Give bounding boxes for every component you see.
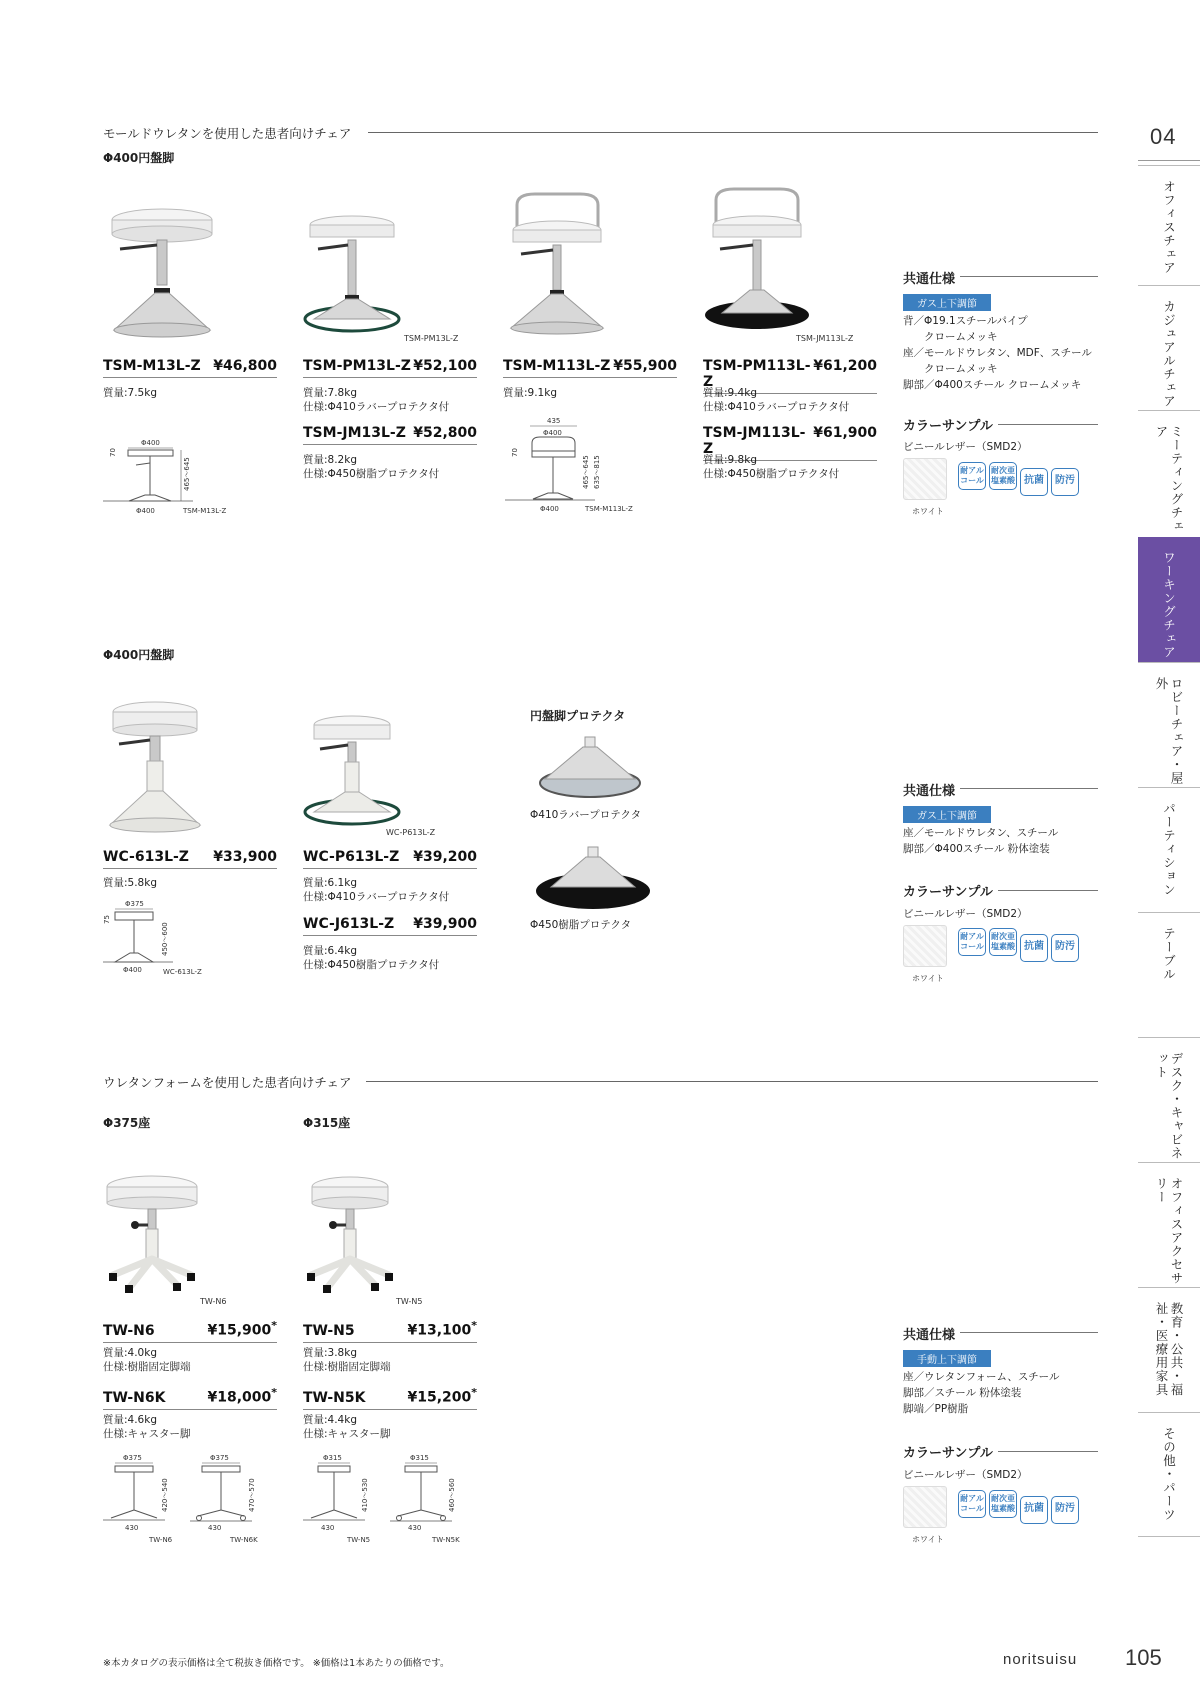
section2-subtitle: Φ400円盤脚 bbox=[103, 648, 175, 662]
brand-logo: noritsuisu bbox=[1003, 1651, 1078, 1668]
dim-base: 430 bbox=[208, 1524, 222, 1532]
model-name: WC-P613L-Z bbox=[303, 849, 400, 865]
common-spec-title: 共通仕様 bbox=[903, 1328, 956, 1343]
tab-table[interactable] bbox=[1138, 912, 1200, 1037]
section3-subtitle-b: Φ315座 bbox=[303, 1116, 351, 1130]
white-swatch bbox=[903, 925, 947, 967]
spec-line: クロームメッキ bbox=[903, 363, 998, 375]
swatch-label: ホワイト bbox=[912, 1535, 944, 1544]
common-spec-title: 共通仕様 bbox=[903, 272, 956, 287]
section1-rule bbox=[368, 132, 1098, 133]
swatch-label: ホワイト bbox=[912, 507, 944, 516]
spec-line: 仕様:Φ410ラバープロテクタ付 bbox=[703, 401, 850, 413]
tab-desk-cabinet[interactable] bbox=[1138, 1037, 1200, 1162]
image-caption: WC-P613L-Z bbox=[386, 828, 436, 837]
dimension-drawing-tw-n5k bbox=[390, 1450, 485, 1550]
dim-width: 435 bbox=[547, 417, 561, 425]
page-number: 105 bbox=[1125, 1645, 1162, 1670]
dimension-drawing-tsm-m13l bbox=[103, 435, 243, 515]
dim-top: Φ315 bbox=[323, 1454, 342, 1462]
image-caption: TW-N5 bbox=[396, 1297, 423, 1306]
white-swatch bbox=[903, 458, 947, 500]
model-name: TSM-JM13L-Z bbox=[303, 425, 406, 441]
chlorine-resistant-icon: 耐次亜塩素酸 bbox=[989, 1490, 1017, 1518]
dimension-drawing-wc-613l bbox=[103, 898, 223, 978]
dim-h2: 450〜600 bbox=[161, 922, 169, 956]
spec-line: 仕様:キャスター脚 bbox=[303, 1428, 391, 1440]
dimension-drawing-tsm-m113l bbox=[505, 415, 650, 515]
adjust-badge: 手動上下調節 bbox=[903, 1350, 991, 1367]
spec-line: 質量:8.2kg bbox=[303, 454, 357, 466]
product-row bbox=[303, 849, 477, 869]
stain-resistant-icon: 防汚 bbox=[1051, 468, 1079, 496]
section3-rule bbox=[366, 1081, 1098, 1082]
model-price: ¥61,900 bbox=[813, 425, 877, 441]
spec-line: 脚部／Φ400スチール クロームメッキ bbox=[903, 379, 1082, 391]
dim-base: 430 bbox=[321, 1524, 335, 1532]
model-name: TSM-PM113L-Z bbox=[703, 358, 811, 390]
antibacterial-icon: 抗菌 bbox=[1020, 934, 1048, 962]
chair-image-wc-613l bbox=[105, 700, 205, 835]
tab-working-chair[interactable] bbox=[1138, 537, 1200, 662]
model-price: ¥61,200 bbox=[813, 358, 877, 374]
model-name: TSM-PM13L-Z bbox=[303, 358, 411, 374]
model-name: TW-N5 bbox=[303, 1322, 355, 1339]
common-rule bbox=[960, 1332, 1098, 1333]
spec-line: 座／モールドウレタン、MDF、スチール bbox=[903, 347, 1092, 359]
common-rule bbox=[998, 1451, 1098, 1452]
dim-h1: 70 bbox=[511, 448, 519, 457]
dim-top: Φ375 bbox=[123, 1454, 142, 1462]
antibacterial-icon: 抗菌 bbox=[1020, 1496, 1048, 1524]
spec-line: 質量:7.5kg bbox=[103, 387, 157, 399]
common-rule bbox=[960, 788, 1098, 789]
model-price-group bbox=[207, 1319, 277, 1339]
common-rule bbox=[960, 276, 1098, 277]
alcohol-resistant-icon: 耐アルコール bbox=[958, 1490, 986, 1518]
material-name: ビニールレザー（SMD2） bbox=[903, 441, 1028, 453]
spec-line: 質量:5.8kg bbox=[103, 877, 157, 889]
model-price-group bbox=[207, 1386, 277, 1406]
tab-lobby-chair[interactable] bbox=[1138, 662, 1200, 787]
price-mark: * bbox=[471, 1386, 477, 1399]
model-name: TW-N5K bbox=[303, 1389, 366, 1406]
product-row bbox=[103, 358, 277, 378]
model-price: ¥15,200 bbox=[407, 1389, 472, 1406]
product-row bbox=[303, 358, 477, 378]
spec-line: クロームメッキ bbox=[903, 331, 998, 343]
spec-line: 質量:6.4kg bbox=[303, 945, 357, 957]
product-row bbox=[303, 916, 477, 936]
dim-base: 430 bbox=[408, 1524, 422, 1532]
spec-line: 仕様:Φ450樹脂プロテクタ付 bbox=[303, 468, 440, 480]
price-footnote: ※本カタログの表示価格は全て税抜き価格です。 ※価格は1本あたりの価格です。 bbox=[103, 1658, 450, 1669]
alcohol-resistant-icon: 耐アルコール bbox=[958, 462, 986, 490]
model-price: ¥39,200 bbox=[413, 849, 477, 865]
model-price: ¥46,800 bbox=[213, 358, 277, 374]
tab-label: オフィスチェア bbox=[1161, 180, 1177, 275]
model-price: ¥55,900 bbox=[613, 358, 677, 374]
price-mark: * bbox=[271, 1319, 277, 1332]
feature-icons bbox=[958, 1490, 1082, 1524]
dim-h2: 465〜645 bbox=[183, 457, 191, 491]
model-price: ¥18,000 bbox=[207, 1389, 272, 1406]
dim-top: Φ400 bbox=[141, 439, 160, 447]
image-caption: TSM-PM13L-Z bbox=[404, 334, 459, 343]
dim-base: Φ400 bbox=[136, 507, 155, 515]
common-rule bbox=[998, 424, 1098, 425]
model-price: ¥15,900 bbox=[207, 1322, 272, 1339]
model-name: TSM-M13L-Z bbox=[103, 358, 201, 374]
price-mark: * bbox=[471, 1319, 477, 1332]
color-sample-title: カラーサンプル bbox=[903, 885, 993, 900]
spec-line: 質量:9.4kg bbox=[703, 387, 757, 399]
dim-top: Φ400 bbox=[543, 429, 562, 437]
chair-image-tw-n5 bbox=[305, 1175, 405, 1300]
model-name: TSM-M113L-Z bbox=[503, 358, 611, 374]
dim-label: TW-N5 bbox=[347, 1536, 371, 1544]
chair-image-tsm-pm13l bbox=[302, 215, 412, 340]
material-name: ビニールレザー（SMD2） bbox=[903, 1469, 1028, 1481]
common-rule bbox=[998, 890, 1098, 891]
material-name: ビニールレザー（SMD2） bbox=[903, 908, 1028, 920]
spec-line: 脚部／Φ400スチール 粉体塗装 bbox=[903, 843, 1050, 855]
dim-label: TW-N6K bbox=[230, 1536, 258, 1544]
section3-title: ウレタンフォームを使用した患者向けチェア bbox=[103, 1075, 352, 1090]
spec-line: 質量:4.4kg bbox=[303, 1414, 357, 1426]
dim-base: Φ400 bbox=[123, 966, 142, 974]
section1-subtitle: Φ400円盤脚 bbox=[103, 151, 175, 165]
protector-caption: Φ450樹脂プロテクタ bbox=[530, 919, 632, 931]
protector-caption: Φ410ラバープロテクタ bbox=[530, 809, 642, 821]
dim-label: WC-613L-Z bbox=[163, 968, 202, 976]
adjust-badge: ガス上下調節 bbox=[903, 806, 991, 823]
dim-base: Φ400 bbox=[540, 505, 559, 513]
dim-top: Φ315 bbox=[410, 1454, 429, 1462]
tab-partition[interactable] bbox=[1138, 787, 1200, 912]
chair-image-tsm-m13l bbox=[105, 200, 220, 340]
dim-height: 470〜570 bbox=[248, 1478, 256, 1512]
product-row bbox=[303, 425, 477, 445]
section3-subtitle-a: Φ375座 bbox=[103, 1116, 151, 1130]
model-name: WC-J613L-Z bbox=[303, 916, 395, 932]
dim-h1: 70 bbox=[109, 448, 117, 457]
resin-protector-image bbox=[533, 845, 653, 915]
feature-icons bbox=[958, 462, 1082, 496]
model-name: TW-N6 bbox=[103, 1322, 155, 1339]
tab-label: デスク・キャビネット bbox=[1154, 1052, 1184, 1160]
tab-other-parts[interactable] bbox=[1138, 1412, 1200, 1537]
model-price-group bbox=[407, 1386, 477, 1406]
product-row bbox=[503, 358, 677, 378]
spec-line: 脚端／PP樹脂 bbox=[903, 1403, 969, 1415]
dimension-drawing-tw-n6 bbox=[103, 1450, 193, 1550]
image-caption: TW-N6 bbox=[200, 1297, 227, 1306]
model-name: TSM-JM113L-Z bbox=[703, 425, 806, 457]
dim-height: 420〜540 bbox=[161, 1478, 169, 1512]
section1-title: モールドウレタンを使用した患者向けチェア bbox=[103, 126, 352, 141]
feature-icons bbox=[958, 928, 1082, 962]
chlorine-resistant-icon: 耐次亜塩素酸 bbox=[989, 928, 1017, 956]
dimension-drawing-tw-n6k bbox=[190, 1450, 280, 1550]
dim-h2: 465〜645 bbox=[582, 455, 590, 489]
common-spec-text bbox=[903, 313, 1133, 393]
spec-line: 質量:3.8kg bbox=[303, 1347, 357, 1359]
model-name: WC-613L-Z bbox=[103, 849, 189, 865]
tab-label: ミーティングチェア bbox=[1154, 425, 1184, 533]
dim-top: Φ375 bbox=[125, 900, 144, 908]
tab-label: オフィスアクセサリー bbox=[1154, 1177, 1184, 1285]
color-sample-title: カラーサンプル bbox=[903, 1446, 993, 1461]
spec-line: 座／モールドウレタン、スチール bbox=[903, 827, 1059, 839]
chlorine-resistant-icon: 耐次亜塩素酸 bbox=[989, 462, 1017, 490]
product-row bbox=[103, 1319, 277, 1343]
model-price: ¥33,900 bbox=[213, 849, 277, 865]
product-row bbox=[103, 1386, 277, 1410]
protector-title: 円盤脚プロテクタ bbox=[530, 709, 626, 723]
spec-line: 質量:6.1kg bbox=[303, 877, 357, 889]
chair-image-tw-n6 bbox=[105, 1175, 205, 1300]
tab-education-welfare[interactable] bbox=[1138, 1287, 1200, 1412]
spec-line: 仕様:樹脂固定脚端 bbox=[103, 1361, 191, 1373]
stain-resistant-icon: 防汚 bbox=[1051, 934, 1079, 962]
model-price: ¥52,100 bbox=[413, 358, 477, 374]
common-spec-text bbox=[903, 825, 1133, 857]
stain-resistant-icon: 防汚 bbox=[1051, 1496, 1079, 1524]
adjust-badge: ガス上下調節 bbox=[903, 294, 991, 311]
spec-line: 仕様:Φ410ラバープロテクタ付 bbox=[303, 891, 450, 903]
dim-h1: 75 bbox=[103, 915, 111, 924]
dim-height: 410〜530 bbox=[361, 1478, 369, 1512]
dim-top: Φ375 bbox=[210, 1454, 229, 1462]
swatch-label: ホワイト bbox=[912, 974, 944, 983]
model-price: ¥13,100 bbox=[407, 1322, 472, 1339]
white-swatch bbox=[903, 1486, 947, 1528]
spec-line: 仕様:Φ450樹脂プロテクタ付 bbox=[703, 468, 840, 480]
image-caption: TSM-JM113L-Z bbox=[796, 334, 854, 343]
chapter-number: 04 bbox=[1150, 124, 1177, 149]
tab-label: 教育・公共・福祉・医療用家具 bbox=[1154, 1302, 1184, 1397]
tab-label: ワーキングチェア bbox=[1161, 551, 1177, 659]
alcohol-resistant-icon: 耐アルコール bbox=[958, 928, 986, 956]
tab-label: テーブル bbox=[1161, 927, 1177, 981]
common-spec-text bbox=[903, 1369, 1133, 1417]
tab-label: ロビーチェア・屋外 bbox=[1154, 677, 1184, 785]
product-row bbox=[303, 1319, 477, 1343]
spec-line: 脚部／スチール 粉体塗装 bbox=[903, 1387, 1022, 1399]
model-price: ¥39,900 bbox=[413, 916, 477, 932]
spec-line: 質量:9.8kg bbox=[703, 454, 757, 466]
tab-label: カジュアルチェア bbox=[1161, 300, 1177, 408]
spec-line: 仕様:Φ410ラバープロテクタ付 bbox=[303, 401, 450, 413]
antibacterial-icon: 抗菌 bbox=[1020, 468, 1048, 496]
spec-line: 仕様:キャスター脚 bbox=[103, 1428, 191, 1440]
spec-line: 座／ウレタンフォーム、スチール bbox=[903, 1371, 1060, 1383]
tab-meeting-chair[interactable] bbox=[1138, 410, 1200, 535]
spec-line: 仕様:Φ450樹脂プロテクタ付 bbox=[303, 959, 440, 971]
tab-office-chair[interactable] bbox=[1138, 165, 1200, 285]
chair-image-tsm-pm113l bbox=[702, 185, 812, 335]
chair-image-wc-p613l bbox=[302, 715, 412, 830]
rubber-protector-image bbox=[535, 735, 645, 805]
model-price: ¥52,800 bbox=[413, 425, 477, 441]
dim-label: TSM-M13L-Z bbox=[183, 507, 227, 515]
spec-line: 質量:4.6kg bbox=[103, 1414, 157, 1426]
dim-label: TW-N5K bbox=[432, 1536, 460, 1544]
tab-label: その他・パーツ bbox=[1161, 1427, 1177, 1522]
product-row bbox=[103, 849, 277, 869]
dim-height: 460〜560 bbox=[448, 1478, 456, 1512]
tab-office-accessory[interactable] bbox=[1138, 1162, 1200, 1287]
dim-h3: 635〜815 bbox=[593, 455, 601, 489]
spec-line: 質量:7.8kg bbox=[303, 387, 357, 399]
spec-line: 質量:4.0kg bbox=[103, 1347, 157, 1359]
model-price-group bbox=[407, 1319, 477, 1339]
dimension-drawing-tw-n5 bbox=[303, 1450, 393, 1550]
chapter-rule bbox=[1138, 160, 1200, 161]
product-row bbox=[303, 1386, 477, 1410]
color-sample-title: カラーサンプル bbox=[903, 419, 993, 434]
tab-casual-chair[interactable] bbox=[1138, 285, 1200, 410]
dim-base: 430 bbox=[125, 1524, 139, 1532]
spec-line: 質量:9.1kg bbox=[503, 387, 557, 399]
dim-label: TW-N6 bbox=[149, 1536, 173, 1544]
spec-line: 背／Φ19.1スチールパイプ bbox=[903, 315, 1028, 327]
dim-label: TSM-M113L-Z bbox=[585, 505, 633, 513]
chair-image-tsm-m113l bbox=[505, 190, 610, 340]
common-spec-title: 共通仕様 bbox=[903, 784, 956, 799]
spec-line: 仕様:樹脂固定脚端 bbox=[303, 1361, 391, 1373]
price-mark: * bbox=[271, 1386, 277, 1399]
model-name: TW-N6K bbox=[103, 1389, 166, 1406]
tab-label: パーティション bbox=[1161, 802, 1177, 897]
